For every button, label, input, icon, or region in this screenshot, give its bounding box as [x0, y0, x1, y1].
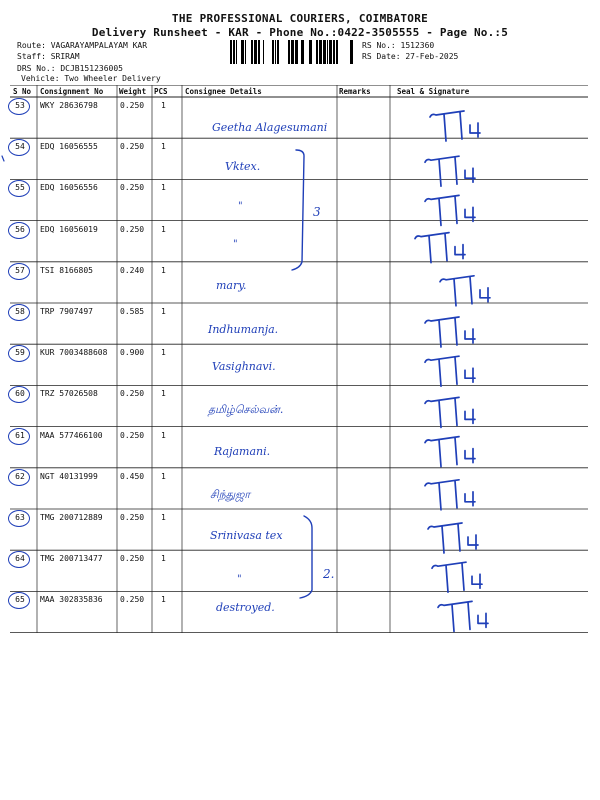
- barcode-bar: [241, 40, 244, 64]
- consignee-handwritten: ": [233, 238, 238, 250]
- pcs-cell: 1: [161, 265, 166, 275]
- runsheet-title: Delivery Runsheet - KAR - Phone No.:0422-3505555 - Page No.:5: [91, 26, 509, 39]
- header-consignee: Consignee Details: [185, 87, 262, 96]
- sno-cell: 64: [15, 554, 25, 564]
- consignee-handwritten: ": [238, 201, 243, 213]
- consignment-cell: EDQ 16056555: [40, 142, 98, 152]
- barcode-bar: [236, 40, 237, 64]
- consignment-cell: EDQ 16056556: [40, 183, 98, 193]
- sno-cell: 63: [15, 513, 25, 522]
- pcs-cell: 1: [161, 101, 166, 110]
- barcode-bar: [277, 40, 279, 64]
- rs-number: RS No.: 1512360: [362, 41, 435, 50]
- route-label: Route: VAGARAYAMPALAYAM KAR: [17, 41, 148, 50]
- weight-cell: 0.250: [120, 142, 145, 152]
- barcode-bar: [230, 40, 232, 64]
- barcode-bar: [350, 40, 353, 64]
- consignee-handwritten: destroyed.: [216, 601, 275, 615]
- consignee-handwritten: Indhumanja.: [208, 323, 279, 336]
- header-remarks: Remarks: [339, 87, 371, 96]
- header-sno: S No: [13, 87, 32, 96]
- barcode-bar: [301, 40, 304, 64]
- weight-cell: 0.585: [120, 307, 145, 316]
- barcode-bar: [327, 40, 328, 64]
- vehicle-label: Vehicle: Two Wheeler Delivery: [21, 74, 161, 83]
- pcs-cell: 1: [161, 348, 166, 358]
- barcode-bar: [258, 40, 260, 64]
- weight-cell: 0.250: [120, 389, 145, 399]
- barcode-bar: [333, 40, 335, 64]
- weight-cell: 0.250: [120, 430, 145, 440]
- header-weight: Weight: [119, 87, 147, 96]
- consignment-cell: MAA 302835836: [40, 595, 103, 605]
- pcs-cell: 1: [161, 224, 166, 234]
- sno-cell: 59: [15, 348, 25, 358]
- barcode-bar: [316, 40, 318, 64]
- barcode-bar: [323, 40, 326, 64]
- pcs-cell: 1: [161, 183, 166, 193]
- consignee-handwritten: சிந்துஜா: [210, 487, 251, 501]
- company-title: THE PROFESSIONAL COURIERS, COIMBATORE: [171, 12, 429, 25]
- consignee-handwritten: Geetha Alagesumani: [212, 121, 328, 134]
- sno-cell: 53: [15, 101, 25, 110]
- pcs-cell: 1: [161, 307, 166, 316]
- drs-label: DRS No.: DCJB151236005: [17, 64, 123, 73]
- bracket-count-note: 2.: [323, 567, 335, 581]
- consignee-handwritten: Vktex.: [225, 160, 261, 174]
- sno-cell: 61: [15, 430, 25, 440]
- consignment-cell: TMG 200713477: [40, 554, 103, 564]
- sno-cell: 56: [15, 224, 25, 234]
- rs-date: RS Date: 27-Feb-2025: [362, 52, 459, 61]
- pcs-cell: 1: [161, 554, 166, 564]
- consignment-cell: MAA 577466100: [40, 430, 103, 440]
- weight-cell: 0.250: [120, 183, 145, 193]
- sno-cell: 65: [15, 595, 25, 605]
- consignment-cell: TRP 7907497: [40, 307, 93, 316]
- pcs-cell: 1: [161, 471, 166, 481]
- consignment-cell: NGT 40131999: [40, 471, 98, 481]
- barcode-bar: [295, 40, 298, 64]
- consignment-cell: TRZ 57026508: [40, 389, 98, 399]
- sno-cell: 60: [15, 389, 25, 399]
- pcs-cell: 1: [161, 513, 166, 522]
- header-consignment: Consignment No: [40, 87, 104, 96]
- sno-cell: 55: [15, 183, 25, 193]
- header-seal: Seal & Signature: [397, 87, 470, 96]
- barcode-bar: [291, 40, 294, 64]
- consignee-handwritten: Vasighnavi.: [212, 360, 276, 374]
- weight-cell: 0.250: [120, 101, 145, 110]
- barcode-bar: [336, 40, 338, 64]
- consignee-handwritten: mary.: [216, 278, 247, 292]
- sno-cell: 62: [15, 471, 25, 481]
- pcs-cell: 1: [161, 142, 166, 152]
- barcode-bar: [263, 40, 264, 64]
- consignment-cell: WKY 28636798: [40, 101, 98, 110]
- barcode-bar: [309, 40, 312, 64]
- consignee-handwritten: ": [237, 574, 242, 586]
- barcode-bar: [245, 40, 246, 64]
- consignment-cell: TMG 200712889: [40, 513, 103, 522]
- weight-cell: 0.250: [120, 554, 145, 564]
- consignee-handwritten: தமிழ்செல்வன்.: [208, 403, 284, 417]
- barcode-bar: [275, 40, 276, 64]
- weight-cell: 0.250: [120, 595, 145, 605]
- pcs-cell: 1: [161, 389, 166, 399]
- bracket-count-note: 3: [313, 205, 321, 219]
- consignment-cell: EDQ 16056019: [40, 224, 98, 234]
- weight-cell: 0.250: [120, 224, 145, 234]
- staff-label: Staff: SRIRAM: [17, 52, 80, 61]
- consignee-handwritten: Rajamani.: [214, 444, 271, 458]
- pcs-cell: 1: [161, 595, 166, 605]
- barcode-bar: [319, 40, 322, 64]
- barcode-bar: [329, 40, 332, 64]
- barcode-bar: [288, 40, 290, 64]
- weight-cell: 0.240: [120, 265, 145, 275]
- barcode-bar: [233, 40, 235, 64]
- sno-cell: 57: [15, 265, 25, 275]
- sno-cell: 58: [15, 307, 25, 316]
- weight-cell: 0.900: [120, 348, 145, 358]
- barcode-bar: [251, 40, 253, 64]
- stray-mark: [2, 156, 4, 161]
- barcode-bar: [254, 40, 257, 64]
- consignment-cell: KUR 7003488608: [40, 348, 108, 358]
- weight-cell: 0.250: [120, 513, 145, 522]
- consignee-handwritten: Srinivasa tex: [210, 529, 283, 542]
- consignment-cell: TSI 8166805: [40, 265, 93, 275]
- pcs-cell: 1: [161, 430, 166, 440]
- sno-cell: 54: [15, 142, 25, 152]
- barcode-bar: [272, 40, 274, 64]
- barcode: [230, 40, 355, 64]
- header-pcs: PCS: [154, 87, 168, 96]
- weight-cell: 0.450: [120, 471, 145, 481]
